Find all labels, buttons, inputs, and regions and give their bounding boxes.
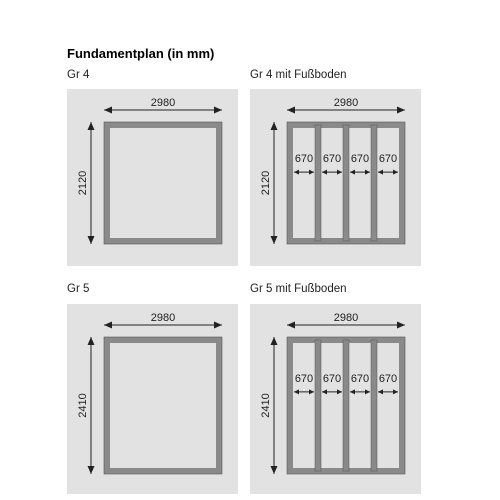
panels-group (67, 69, 421, 494)
floor-joist (315, 125, 321, 241)
diagram-title: Fundamentplan (in mm) (67, 46, 215, 61)
joist-gap-label: 670 (378, 153, 398, 166)
floor-joist (371, 340, 377, 471)
width-dimension-label: 2980 (150, 97, 176, 109)
joist-gap-label: 670 (294, 153, 314, 166)
panel-label: Gr 4 (67, 69, 90, 81)
width-dimension-label: 2980 (333, 312, 359, 324)
joist-gap-label: 670 (350, 153, 370, 166)
depth-dimension-label: 2410 (260, 393, 272, 418)
panel-label: Gr 4 mit Fußboden (250, 69, 347, 81)
panel-background (67, 304, 238, 494)
width-dimension-label: 2980 (150, 312, 176, 324)
joist-gap-label: 670 (294, 372, 314, 385)
joist-gap-label: 670 (350, 372, 370, 385)
floor-joist (343, 340, 349, 471)
panel-gr4 (67, 69, 238, 266)
panel-gr4-floor (250, 69, 421, 266)
panel-label: Gr 5 mit Fußboden (250, 283, 347, 295)
width-dimension-label: 2980 (333, 97, 359, 109)
joist-gap-label: 670 (378, 372, 398, 385)
floor-joist (371, 125, 377, 241)
joist-gap-label: 670 (322, 372, 342, 385)
panel-gr5 (67, 283, 238, 494)
floor-joist (343, 125, 349, 241)
depth-dimension-label: 2120 (77, 170, 89, 196)
depth-dimension-label: 2120 (260, 170, 272, 196)
depth-dimension-label: 2410 (77, 393, 89, 418)
floor-joist (315, 340, 321, 471)
joist-gap-label: 670 (322, 153, 342, 166)
panel-gr5-floor (250, 283, 421, 494)
panel-background (250, 304, 421, 494)
panel-label: Gr 5 (67, 283, 90, 295)
